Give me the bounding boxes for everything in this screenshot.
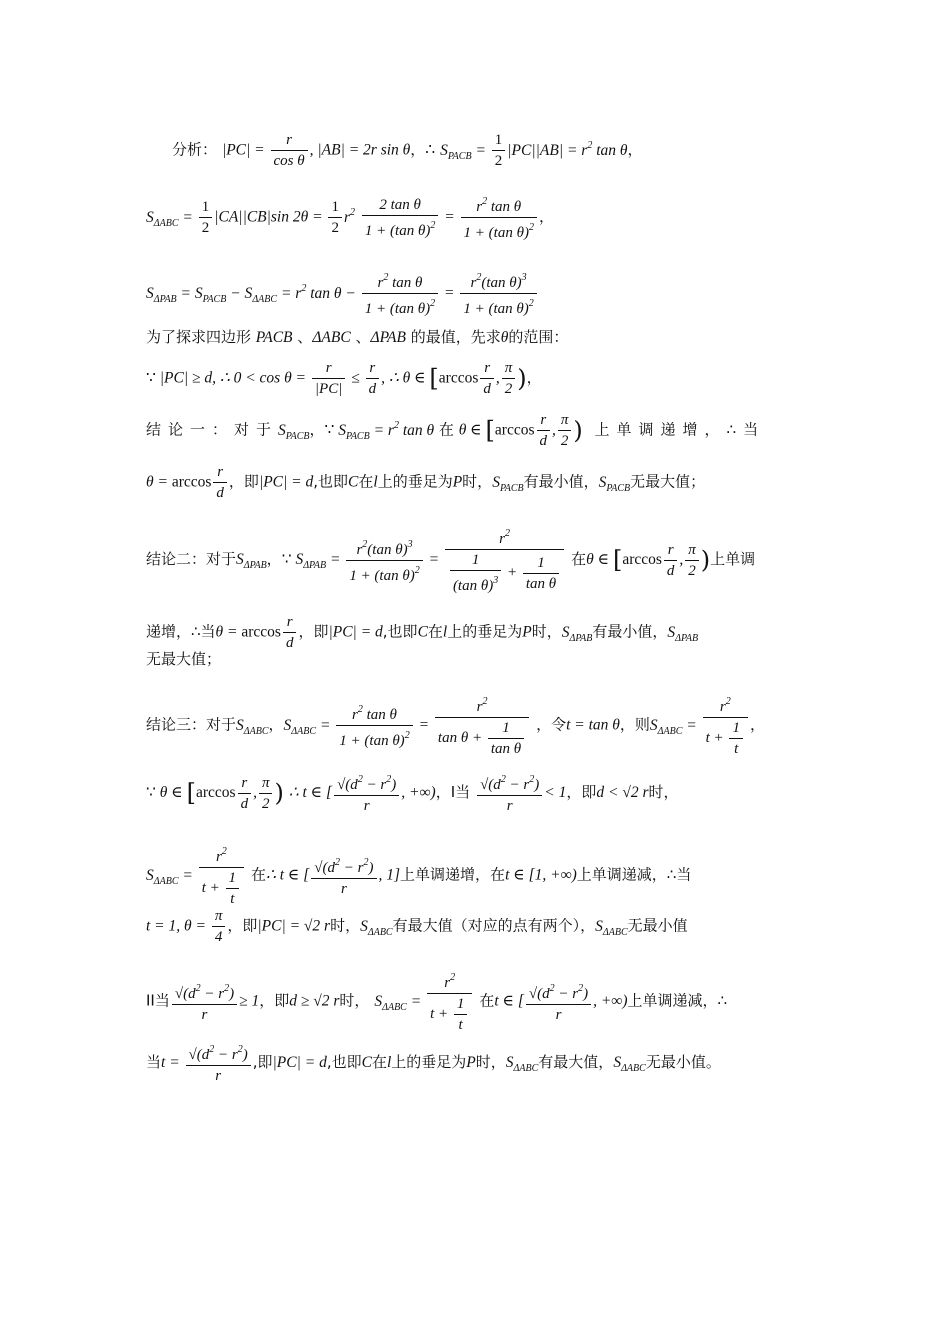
theta-range-line: ∵ |PC| ≥ d, ∴ 0 < cos θ = $\frac{r}{|PC|}$ ≤ $\frac{r}{d}$ , ∴ θ ∈ [arccos $\frac{r}{d}$ , $\frac{\pi}{2}$ )，: [146, 360, 542, 397]
area-pab-line: $S_{\Delta PAB} = S_{PACB} - S_{\Delta ABC} = r^2$ tan θ − $\frac{r^2 \tan \theta}{1 + (\tan \theta)^2}$ = $\frac{r^2(\tan \theta)^3}{1 + (\tan \theta)^2}$: [146, 268, 826, 319]
conclusion-three-line-5: II当 $\frac{√(d^2 - r^2)}{r}$ ≥ 1，即d ≥ √2 r时， $S_{\Delta ABC}$ = $r^2$ t + $\frac{1}{t}$ 在t ∈ [ $\frac{√(d^2 - r^2)}{r}$ , +∞)上单调递减，∴: [146, 968, 826, 1035]
conclusion-three-line-3: $S_{\Delta ABC}$ = $r^2$ t + $\frac{1}{t}$ 在∴ t ∈ [ $\frac{√(d^2 - r^2)}{r}$ , 1]上单调递增，在t ∈ [1, +∞)上单调递减，∴当: [146, 842, 826, 909]
analysis-line-1: 分析： |PC| = $\frac{r}{\text{cos θ}}$ , |AB| = 2r sin θ，∴ $S_{PACB}$ = $\frac{1}{2}$ $|PC||AB| = r^2$ tan θ，: [172, 132, 643, 169]
conclusion-two-line-3: 无最大值；: [146, 650, 222, 668]
conclusion-three-line-2: ∵ θ ∈ [arccos $\frac{r}{d}$ , $\frac{\pi}{2}$ ) ∴ t ∈ [ $\frac{√(d^2 - r^2)}{r}$ , +∞)，I当 $\frac{√(d^2 - r^2)}{r}$ < 1，即d < √2 r时，: [146, 770, 826, 816]
conclusion-two-line-2: 递增，∴当θ = arccos $\frac{r}{d}$ ，即|PC| = d,也即C在l上的垂足为P时，$S_{\Delta PAB}$有最小值，$S_{\Delta PAB}$: [146, 614, 699, 651]
conclusion-three-line-1: 结论三：对于$S_{\Delta ABC}$，$S_{\Delta ABC}$ = $\frac{r^2 \tan \theta}{1 + (\tan \theta)^2}$ = $r^2$ tan θ + $\frac{1}{\text{tan θ}}$ ，令t = tan θ，则$S_{\Delta ABC}$ = $r^2$ t + $\frac{1}{t}$ ，: [146, 692, 826, 759]
conclusion-three-line-6: 当t = $\frac{√(d^2 - r^2)}{r}$ ,即|PC| = d,也即C在l上的垂足为P时，$S_{\Delta ABC}$有最大值，$S_{\Delta ABC}$无最小值。: [146, 1040, 826, 1086]
range-intro-line: 为了探求四边形 PACB 、ΔABC 、ΔPAB 的最值，先求θ的范围：: [146, 328, 569, 346]
analysis-label: 分析：: [172, 140, 218, 159]
area-abc-line: $S_{\Delta ABC}$ = $\frac{1}{2}$ |CA||CB|sin 2θ = $\frac{1}{2}$ $r^2$ $\frac{\text{2 tan θ}}{1 + (\tan \theta)^2}$ = $\frac{r^2 \tan \theta}{1 + (\tan \theta)^2}$ ，: [146, 192, 826, 243]
conclusion-two-line-1: 结论二：对于$S_{\Delta PAB}$，∵ $S_{\Delta PAB}$ = $\frac{r^2(\tan \theta)^3}{1 + (\tan \theta)^2}$ = $r^2$ $\frac{1}{(\tan \theta)^3}$ + $\frac{1}{\text{tan θ}}$ 在θ ∈ [arccos $\frac{r}{d}$ , $\frac{\pi}{2}$ )上单调: [146, 524, 826, 596]
conclusion-one-line-1: 结论一：对于$S_{PACB}$，∵ $S_{PACB} = r^2$ tan θ 在 θ ∈ [arccos $\frac{r}{d}$ , $\frac{\pi}{2}$ ) 上单调递增，∴当: [146, 412, 766, 449]
conclusion-three-line-4: t = 1, θ = $\frac{\pi}{4}$ ，即|PC| = √2 r时，$S_{\Delta ABC}$有最大值（对应的点有两个），$S_{\Delta ABC}$无最小值: [146, 908, 688, 945]
conclusion-one-line-2: θ = arccos $\frac{r}{d}$ ，即|PC| = d,也即C在l上的垂足为P时，$S_{PACB}$有最小值，$S_{PACB}$无最大值；: [146, 464, 706, 501]
